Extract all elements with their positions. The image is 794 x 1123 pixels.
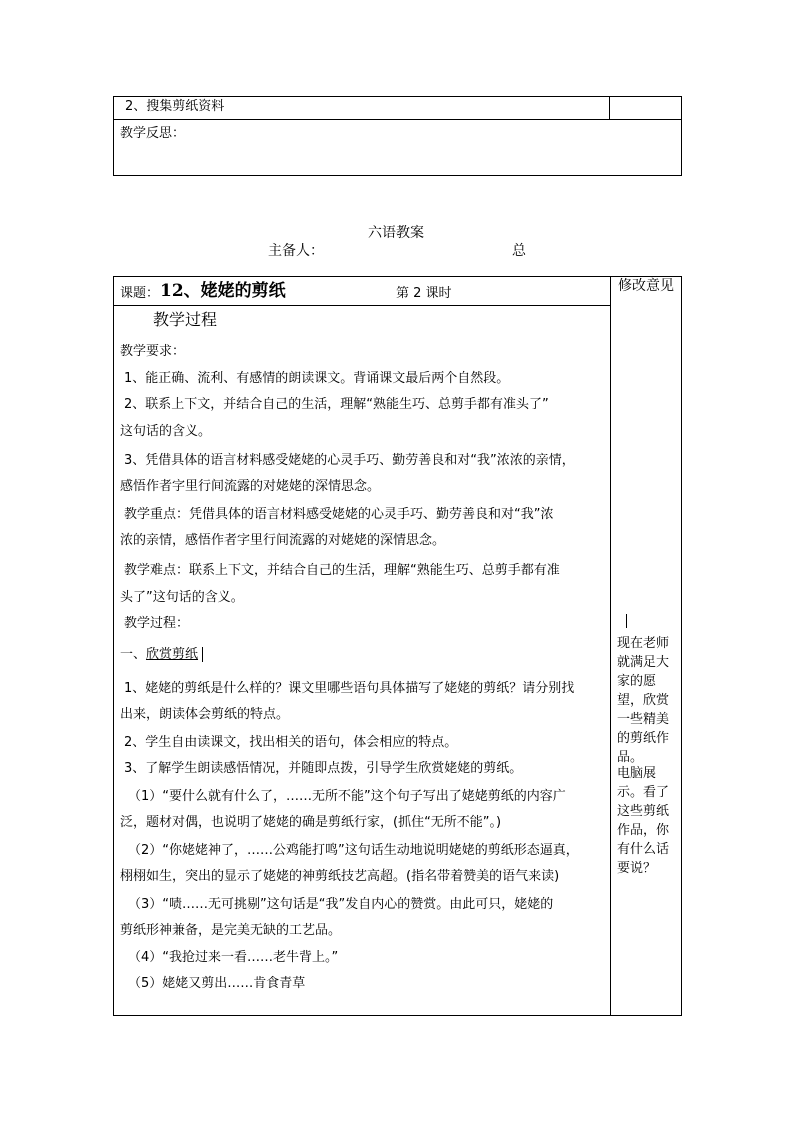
sentence-2a: （2）“你姥姥神了，……公鸡能打鸣”这句话生动地说明姥姥的剪纸形态逼真， [128, 843, 579, 858]
side-text-cursor [626, 614, 627, 628]
process-heading: 教学过程 [153, 310, 218, 329]
difficulty-b: 头了”这句话的含义。 [120, 590, 244, 605]
text-cursor [202, 647, 203, 662]
total-label: 总 [512, 243, 526, 259]
paragraph-1a: 1、姥姥的剪纸是什么样的？课文里哪些语句具体描写了姥姥的剪纸？请分别找 [124, 681, 575, 696]
sentence-1b: 泛，题材对偶，也说明了姥姥的确是剪纸行家，(抓住“无所不能”。) [120, 815, 502, 830]
lesson-table-divider [610, 276, 611, 1016]
paragraph-2: 2、学生自由读课文，找出相关的语句，体会相应的特点。 [124, 735, 458, 750]
sentence-3a: （3）“啧……无可挑剔”这句话是“我”发自内心的赞赏。由此可只，姥姥的 [128, 897, 554, 912]
requirement-1: 1、能正确、流利、有感情的朗读课文。背诵课文最后两个自然段。 [124, 371, 510, 386]
lesson-period: 第 2 课时 [396, 286, 452, 301]
side-note-2: 电脑展示。看了这些剪纸作品，你有什么话要说？ [617, 766, 670, 876]
topic-label: 课题： [120, 286, 160, 301]
side-note-1: 现在老师就满足大家的愿望，欣赏一些精美的剪纸作品。 [617, 636, 670, 765]
key-point-b: 浓的亲情，感悟作者字里行间流露的对姥姥的深情思念。 [120, 533, 446, 548]
page-title: 六语教案 [368, 225, 424, 241]
key-point-a: 教学重点：凭借具体的语言材料感受姥姥的心灵手巧、勤劳善良和对“我”浓 [124, 507, 554, 522]
sentence-2b: 栩栩如生，突出的显示了姥姥的神剪纸技艺高超。(指名带着赞美的语气来读) [120, 869, 560, 884]
paragraph-3: 3、了解学生朗读感悟情况，并随即点拨，引导学生欣赏姥姥的剪纸。 [124, 761, 523, 776]
top-table-row-line [113, 119, 682, 120]
section-1-prefix: 一、 [120, 647, 147, 662]
revision-header: 修改意见 [618, 278, 674, 294]
section-1-heading [120, 647, 203, 663]
sentence-1a: （1）“要什么就有什么了，……无所不能”这个句子写出了姥姥剪纸的内容广 [128, 789, 566, 804]
requirement-3b: 感悟作者字里行间流露的对姥姥的深情思念。 [120, 479, 381, 494]
process-label: 教学过程： [124, 616, 190, 631]
sentence-5: （5）姥姥又剪出……肯食青草 [128, 976, 306, 991]
top-table-divider [609, 96, 610, 119]
sentence-3b: 剪纸形神兼备，是完美无缺的工艺品。 [120, 923, 342, 938]
requirement-3a: 3、凭借具体的语言材料感受姥姥的心灵手巧、勤劳善良和对“我”浓浓的亲情， [124, 453, 575, 468]
teaching-reflection-label: 教学反思： [120, 126, 186, 141]
topic-title: 12、姥姥的剪纸 [160, 281, 286, 301]
requirements-label: 教学要求： [120, 344, 186, 359]
preparer-label: 主备人： [268, 243, 324, 259]
requirement-2b: 这句话的含义。 [120, 424, 212, 439]
paragraph-1b: 出来，朗读体会剪纸的特点。 [120, 707, 290, 722]
section-1-title: 欣赏剪纸 [146, 647, 199, 662]
sentence-4: （4）“我抢过来一看……老牛背上。” [128, 950, 339, 965]
lesson-table-header-line [113, 305, 611, 306]
requirement-2a: 2、联系上下文，并结合自己的生活，理解“熟能生巧、总剪手都有准头了” [124, 397, 549, 412]
collect-materials-text: 2、搜集剪纸资料 [125, 99, 225, 114]
difficulty-a: 教学难点：联系上下文，并结合自己的生活，理解“熟能生巧、总剪手都有准 [124, 563, 560, 578]
